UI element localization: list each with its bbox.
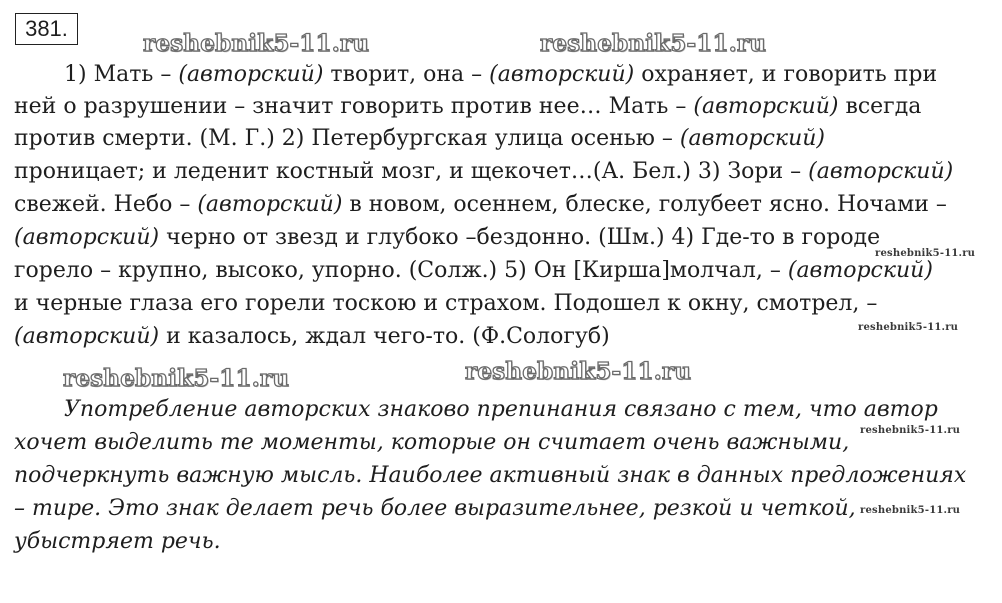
author-mark-label: (авторский)	[178, 62, 324, 87]
author-mark-label: (авторский)	[489, 62, 635, 87]
text-segment: горело – крупно, высоко, упорно. (Солж.) 5) Он [Кирша]молчал, –	[14, 258, 788, 283]
author-mark-label: (авторский)	[808, 159, 954, 184]
text-segment: и черные глаза его горели тоскою и страхом. Подошел к окну, смотрел, –	[14, 291, 878, 316]
text-segment: черно от звезд и глубоко –бездонно. (Шм.) 4) Где-то в городе	[159, 225, 881, 250]
text-segment: 1) Мать –	[64, 62, 179, 87]
author-mark-label: (авторский)	[679, 126, 825, 151]
author-mark-label: (авторский)	[787, 258, 933, 283]
example-line	[14, 157, 953, 187]
watermark-mid-left: reshebnik5-11.ru	[63, 365, 290, 392]
watermark-small-4: reshebnik5-11.ru	[860, 505, 961, 516]
text-segment: в новом, осеннем, блеске, голубеет ясно. Ночами –	[342, 192, 947, 217]
watermark-mid-right: reshebnik5-11.ru	[465, 358, 692, 385]
text-segment: против смерти. (М. Г.) 2) Петербургская улица осенью –	[14, 126, 680, 151]
exercise-number: 381.	[15, 13, 78, 45]
text-segment: творит, она –	[323, 62, 490, 87]
author-mark-label: (авторский)	[197, 192, 343, 217]
text-segment: проницает; и леденит костный мозг, и щекочет…(А. Бел.) 3) Зори –	[14, 159, 809, 184]
example-line	[14, 256, 933, 286]
explanation-line: Употребление авторских знаково препинания связано с тем, что автор	[64, 397, 938, 422]
watermark-top-right: reshebnik5-11.ru	[540, 30, 767, 57]
text-segment: и казалось, ждал чего-то. (Ф.Сологуб)	[159, 324, 610, 349]
example-line	[14, 289, 877, 319]
example-line	[14, 322, 610, 352]
example-line	[14, 190, 947, 220]
watermark-top-left: reshebnik5-11.ru	[143, 30, 370, 57]
author-mark-label: (авторский)	[14, 225, 160, 250]
text-segment: всегда	[838, 94, 922, 119]
watermark-small-1: reshebnik5-11.ru	[875, 248, 976, 259]
author-mark-label: (авторский)	[14, 324, 160, 349]
explanation-line: подчеркнуть важную мысль. Наиболее активный знак в данных предложениях	[14, 463, 967, 488]
example-line	[14, 124, 825, 154]
explanation-line: убыстряет речь.	[14, 529, 221, 554]
example-line	[14, 92, 921, 122]
explanation-line: – тире. Это знак делает речь более выразительнее, резкой и четкой,	[14, 496, 856, 521]
text-segment: ней о разрушении – значит говорить против нее… Мать –	[14, 94, 694, 119]
text-segment: свежей. Небо –	[14, 192, 198, 217]
example-line	[14, 223, 880, 253]
watermark-small-2: reshebnik5-11.ru	[858, 322, 959, 333]
text-segment: охраняет, и говорить при	[634, 62, 938, 87]
example-line	[64, 60, 937, 90]
author-mark-label: (авторский)	[693, 94, 839, 119]
explanation-line: хочет выделить те моменты, которые он считает очень важными,	[14, 430, 850, 455]
watermark-small-3: reshebnik5-11.ru	[860, 425, 961, 436]
